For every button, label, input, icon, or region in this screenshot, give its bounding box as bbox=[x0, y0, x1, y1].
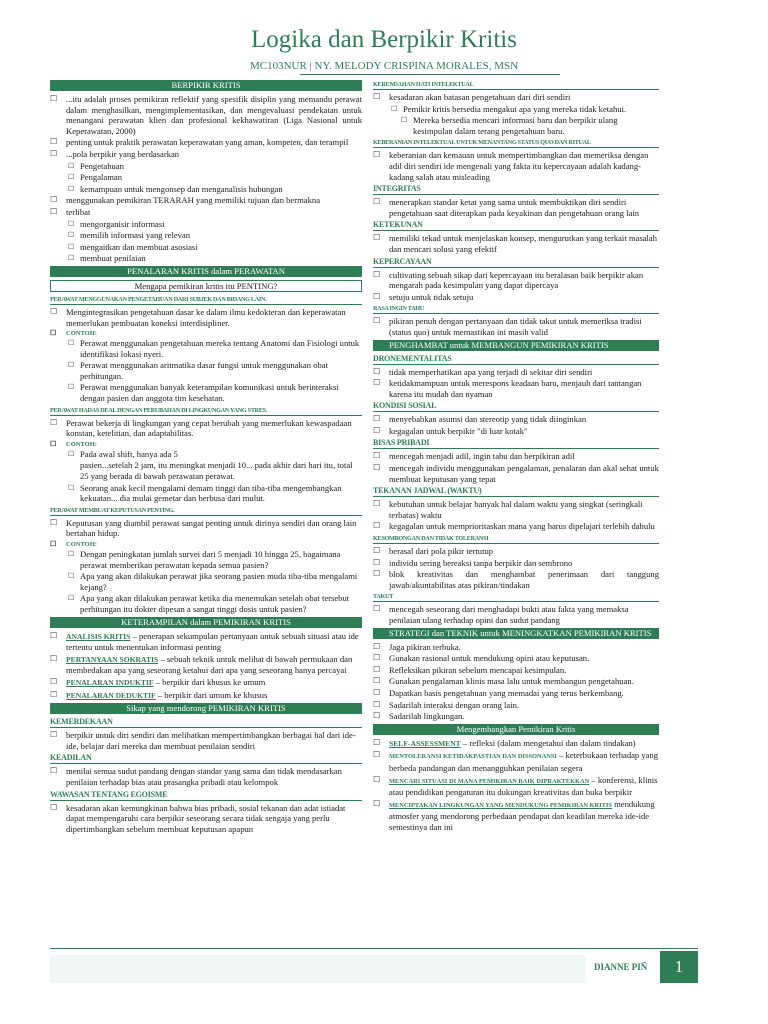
develop-term: SELF-ASSESSMENT bbox=[389, 738, 461, 748]
develop-item bbox=[373, 799, 659, 833]
bullet: ☐ kesadaran akan kemungkinan bahwa bias pribadi, sosial tekanan dan adat istiadat dapat mempengaruhi cara berpikir seseorang secara tidak sengaja yang perlu dipertimbangkan sebelum membuat keputusan apapun bbox=[50, 803, 362, 835]
develop-item bbox=[373, 775, 659, 798]
sub-bullet-continuation: pasien...setelah 2 jam, itu meningkat menjadi 10... pada akhir dari hari itu, total 25 yang berada di bawah perawatan perawat. bbox=[80, 460, 353, 482]
bullet: ☐ memiliki tekad untuk menjelaskan konsep, mengurutkan yang terkait masalah dan mencari solusi yang efektif bbox=[373, 233, 659, 254]
develop-item bbox=[373, 750, 659, 773]
subheading: KEMERDEKAAN bbox=[50, 717, 362, 728]
skill-item bbox=[50, 690, 362, 702]
bullet: ☐ menilai semua sudut pandang dengan standar yang sama dan tidak mendasarkan penilaian terhadap bias atau prasangka pribadi atau kelompok bbox=[50, 766, 362, 787]
develop-text: – refleksi (dalam mengetahui dan dalam tindakan) bbox=[460, 737, 636, 748]
bullet: ☐ kesadaran akan batasan pengetahuan dari diri sendiri bbox=[373, 92, 659, 103]
section-bar-penghambat: PENGHAMBAT untuk MEMBANGUN PEMIKIRAN KRITIS bbox=[373, 340, 659, 351]
contoh-label: ☐ CONTOH: bbox=[50, 440, 362, 449]
bullet: ☐ berpikir untuk diri sendiri dan melibatkan mempertimbangkan berbagai hal dari ide-ide, belajar dari mereka dan membuat penilaian sendiri bbox=[50, 730, 362, 751]
bullet: ☐ menggunakan pemikiran TERARAH yang memiliki tujuan dan bermakna bbox=[50, 195, 362, 206]
sub-bullet: ☐ Perawat menggunakan pengetahuan mereka tentang Anatomi dan Fisiologi untuk identifikasi lokasi nyeri. bbox=[50, 338, 362, 359]
subheading: KEPERCAYAAN bbox=[373, 257, 659, 268]
subheading: TEKANAN JADWAL (WAKTU) bbox=[373, 486, 659, 497]
develop-term: MENTOLERANSI KETIDAKPASTIAN DAN DISSONANSI bbox=[389, 753, 557, 761]
bullet: ☐ menerapkan standar ketat yang sama untuk membuktikan diri sendiri pengetahuan saat diterapkan pada keyakinan dan pengetahuan orang lain bbox=[373, 197, 659, 218]
sub-bullet: ☐ Apa yang akan dilakukan perawat ketika dia menemukan setelah obat tersebut perhitungan itu dokter dipesan a sangat tinggi dosis untuk pasien? bbox=[50, 593, 362, 614]
bullet: ☐ ...itu adalah proses pemikiran reflektif yang spesifik disiplin yang memandu perawat dalam menghasilkan, mengimplementasikan, dan mengevaluasi pendekatan untuk menangani perawatan klien dan profesional kekhawatiran (Liga Nasional untuk Keperawatan, 2000) bbox=[50, 94, 362, 136]
page-title: Logika dan Berpikir Kritis bbox=[251, 26, 517, 53]
bullet: ☐ kegagalan untuk memprioritaskan mana yang harus dipelajari terlebih dahulu bbox=[373, 521, 659, 532]
subheading: KERENDAHAN HATI INTELEKTUAL bbox=[373, 80, 659, 90]
subheading: KONDISI SOSIAL bbox=[373, 401, 659, 412]
section-bar-berpikir-kritis: BERPIKIR KRITIS bbox=[50, 80, 362, 91]
page-number: 1 bbox=[660, 951, 698, 983]
sub-bullet: ☐ mengorganisir informasi bbox=[50, 219, 362, 230]
develop-item bbox=[373, 738, 659, 750]
contoh-label: ☐ CONTOH: bbox=[50, 329, 362, 338]
bullet: ☐ Keputusan yang diambil perawat sangat penting untuk dirinya sendiri dan orang lain bertahan hidup. bbox=[50, 518, 362, 539]
skill-term: ANALISIS KRITIS bbox=[66, 631, 131, 641]
bullet: ☐ kegagalan untuk berpikir "di luar kotak" bbox=[373, 426, 659, 437]
sub-bullet: ☐ Perawat menggunakan aritmatika dasar fungsi untuk menggunakan obat perhitungan. bbox=[50, 360, 362, 381]
develop-term: MENCARI SITUASI DI MANA PEMIKIRAN BAIK DIPRAKTEKKAN bbox=[389, 777, 590, 785]
skill-term: PENALARAN DEDUKTIF bbox=[66, 690, 156, 700]
bullet: ☐ keberanian dan kemauan untuk mempertimbangkan dan memeriksa dengan adil diri sendiri ide mengenali yang fakta itu kepercayaan adalah kadang-kadang salah atau misleading bbox=[373, 150, 659, 182]
bullet: ☐ ...pola berpikir yang berdasarkan bbox=[50, 149, 362, 160]
sub-bullet: ☐ membuat penilaian bbox=[50, 253, 362, 264]
sub-bullet: ☐ Seorang anak kecil mengalami demam tinggi dan tiba-tiba mengembangkan kekuatan... dia mulai gemetar dan berbusa dari mulut. bbox=[50, 483, 362, 504]
skill-term: PERTANYAAN SOKRATIS bbox=[66, 654, 159, 664]
footer-strip bbox=[50, 955, 586, 983]
develop-text: – keterbukaan terhadap yang berbeda pandangan dan menangguhkan penilaian segera bbox=[389, 750, 659, 773]
skill-text: – penerapan sekumpulan pertanyaan untuk sebuah situasi atau ide tertentu untuk menentukan informasi penting bbox=[66, 630, 359, 653]
section-bar-mengembangkan: Mengembangkan Pemikiran Kritis bbox=[373, 724, 659, 735]
subheading: PERAWAT MENGGUNAKAN PENGETAHUAN DARI SUBJEK DAN BIDANG LAIN. bbox=[50, 295, 362, 305]
bullet: ☐ menyebabkan asumsi dan stereotip yang tidak diinginkan bbox=[373, 414, 659, 425]
subheading: PERAWAT HADAS DEAL DENGAN PERUBAHAN DI LINGKUNGAN YANG STRES. bbox=[50, 406, 362, 416]
bullet: ☐ mencegah menjadi adil, ingin tahu dan berpikiran adil bbox=[373, 451, 659, 462]
strategy-item: ☐ Sadarilah lingkungan. bbox=[373, 711, 659, 722]
sub-bullet: ☐ mengaitkan dan membuat asosiasi bbox=[50, 242, 362, 253]
page-subtitle: MC103NUR | NY. MELODY CRISPINA MORALES, MSN bbox=[249, 60, 519, 72]
bullet: ☐ Perawat bekerja di lingkungan yang cepat berubah yang memerlukan kewaspadaan konstan, ketelitian, dan adaptabilitas. bbox=[50, 418, 362, 439]
subheading: KETEKUNAN bbox=[373, 220, 659, 231]
bullet: ☐ pikiran penuh dengan pertanyaan dan tidak takut untuk memeriksa tradisi (status quo) untuk memastikan ini masih valid bbox=[373, 316, 659, 337]
develop-text: mendukung atmosfer yang mendorong perbedaan pendapat dan keadilan mereka ide-ide semestinya dan ini bbox=[389, 798, 655, 832]
skill-item bbox=[50, 677, 362, 689]
sub-bullet: ☐ Mereka bersedia mencari informasi baru dan berpikir ulang kesimpulan dalam terang pengetahuan baru. bbox=[373, 115, 659, 136]
strategy-item: ☐ Jaga pikiran terbuka. bbox=[373, 642, 659, 653]
subheading: DRONEMENTALITAS bbox=[373, 354, 659, 365]
section-bar-keterampilan: KETERAMPILAN dalam PEMIKIRAN KRITIS bbox=[50, 617, 362, 628]
skill-text: – sebuah teknik untuk melihat di bawah permukaan dan membedakan apa yang seseorang ketahui dari apa yang seseorang hanya percayai bbox=[66, 653, 353, 676]
sub-bullet: ☐ Apa yang akan dilakukan perawat jika seorang pasien muda tiba-tiba mengalami kejang? bbox=[50, 571, 362, 592]
bullet: ☐ individu sering bereaksi tanpa berpikir dan sembrono bbox=[373, 558, 659, 569]
left-column bbox=[50, 78, 362, 835]
bullet: ☐ blok kreativitas dan menghambat penerimaan dari tanggung jawab/akuntabilitas atas pikiran/tindakan bbox=[373, 569, 659, 590]
skill-item bbox=[50, 654, 362, 676]
skill-text: – berpikir dari khusus ke umum bbox=[153, 676, 266, 687]
strategy-item: ☐ Gunakan rasional untuk mendukung opini atau keputusan. bbox=[373, 653, 659, 664]
subheading: INTEGRITAS bbox=[373, 184, 659, 195]
sub-bullet: ☐ Pada awal shift, hanya ada 5 bbox=[50, 449, 362, 460]
strategy-item: ☐ Sadarilah interaksi dengan orang lain. bbox=[373, 700, 659, 711]
right-column bbox=[373, 78, 659, 834]
subheading: RASA INGIN TAHU bbox=[373, 304, 659, 314]
subheading: WAWASAN TENTANG EGOISME bbox=[50, 790, 362, 801]
bullet: ☐ kebutuhan untuk belajar banyak hal dalam waktu yang singkat (seringkali terbatas) waktu bbox=[373, 499, 659, 520]
bullet: ☐ mencegah individu menggunakan pengalaman, penalaran dan akal sehat untuk membuat keputusan yang tepat bbox=[373, 463, 659, 484]
section-bar-penalaran: PENALARAN KRITIS dalam PERAWATAN bbox=[50, 266, 362, 277]
skill-item bbox=[50, 631, 362, 653]
bullet: ☐ Mengintegrasikan pengetahuan dasar ke dalam ilmu kedokteran dan keperawatan memerlukan pembuatan koneksi interdisipliner. bbox=[50, 307, 362, 328]
develop-term: MENCIPTAKAN LINGKUNGAN YANG MENDUKUNG PEMIKIRAN KRITIS bbox=[389, 801, 612, 809]
sub-bullet: ☐ Pemikir kritis bersedia mengakui apa yang mereka tidak ketahui. bbox=[373, 104, 659, 115]
bullet: ☐ mencegah seseorang dari menghadapi bukti atau fakta yang memaksa penilaian ulang terhadap opini dan sudut pandang bbox=[373, 604, 659, 625]
bullet: ☐ terlibat bbox=[50, 207, 362, 218]
subheading: PERAWAT MEMBUAT KEPUTUSAN PENTING. bbox=[50, 506, 362, 516]
footer-rule bbox=[50, 948, 698, 949]
develop-text: – konferensi, klinis atau pendidikan pengaturan itu dukungan kreativitas dan buka berpikir bbox=[389, 774, 658, 798]
strategy-item: ☐ Refleksikan pikiran sebelum mencapai kesimpulan. bbox=[373, 665, 659, 676]
sub-bullet: ☐ memilih informasi yang relevan bbox=[50, 230, 362, 241]
bullet: ☐ setuju untuk tidak setuju bbox=[373, 292, 659, 303]
subheading: KESOMBONGAN DAN TIDAK TOLERANSI bbox=[373, 534, 659, 544]
skill-text: – berpikir dari umum ke khusus bbox=[155, 689, 268, 700]
sub-bullet: ☐ Dengan peningkatan jumlah survei dari 5 menjadi 10 hingga 25, bagaimana perawat memberikan perawatan kepada semua pasien? bbox=[50, 549, 362, 570]
bullet: ☐ ketidakmampuan untuk merespons keadaan baru, menjauh dari tantangan karena itu mudah dan nyaman bbox=[373, 378, 659, 399]
bullet: ☐ cultivating sebuah sikap dari kepercayaan itu beralasan baik berpikir akan mengarah pada kesimpulan yang dapat dipercaya bbox=[373, 270, 659, 291]
sub-bullet: ☐ Perawat menggunakan banyak keterampilan komunikasi untuk berinteraksi dengan pasien dan anggota tim kesehatan. bbox=[50, 382, 362, 403]
skill-term: PENALARAN INDUKTIF bbox=[66, 677, 154, 687]
bullet: ☐ tidak memperhatikan apa yang terjadi di sekitar diri sendiri bbox=[373, 367, 659, 378]
sub-bullet: ☐ kemampuan untuk mengonsep dan menganalisis hubungan bbox=[50, 184, 362, 195]
strategy-item: ☐ Gunakan pengalaman klinis masa lalu untuk membangun pengetahuan. bbox=[373, 676, 659, 687]
sub-bullet: ☐ Pengetahuan bbox=[50, 161, 362, 172]
subheading: KEBERANIAN INTELEKTUAL UNTUK MENANTANG STATUS QUO DAN RITUAL bbox=[373, 138, 659, 148]
footer-author: DIANNE PIÑ bbox=[594, 962, 648, 972]
sub-bullet: ☐ Pengalaman bbox=[50, 172, 362, 183]
strategy-item: ☐ Dapatkan basis pengetahuan yang memadai yang terus berkembang. bbox=[373, 688, 659, 699]
section-bar-sikap: Sikap yang mendorong PEMIKIRAN KRITIS bbox=[50, 703, 362, 714]
contoh-label: ☐ CONTOH: bbox=[50, 540, 362, 549]
bullet: ☐ berasal dari pola pikir tertutup bbox=[373, 546, 659, 557]
question-box: Mengapa pemikiran kritis itu PENTING? bbox=[50, 280, 362, 292]
subheading: KEADILAN bbox=[50, 753, 362, 764]
subtitle-underline bbox=[300, 74, 560, 75]
section-bar-strategi: STRATEGI dan TEKNIK untuk MENINGKATKAN PEMIKIRAN KRITIS bbox=[373, 628, 659, 639]
bullet: ☐ penting untuk praktik perawatan keperawatan yang aman, kompeten, dan terampil bbox=[50, 137, 362, 148]
subheading: TAKUT bbox=[373, 592, 659, 602]
subheading: BISAS PRIBADI bbox=[373, 438, 659, 449]
